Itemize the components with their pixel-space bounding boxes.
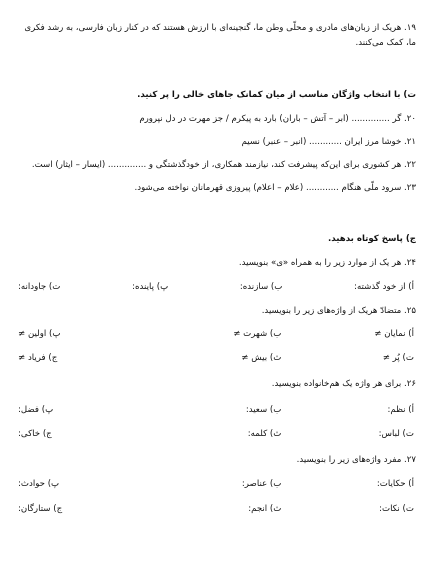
q25-item-a: أ) نمایان ≠ <box>374 329 414 339</box>
q27-item-j: ج) ستارگان: <box>18 504 63 514</box>
q26-item-b: ب) سعید: <box>245 405 282 415</box>
q22: ۲۲. هر کشوری برای این‌که پیشرفت کند، نیازمند همکاری، از خودگذشتگی و .............. (ایسار – ایثار) است. <box>31 160 416 170</box>
q27-item-p: پ) حوادث: <box>18 479 60 489</box>
q24-prompt: ۲۴. هر یک از موارد زیر را به همراه «ی» بنویسید. <box>238 258 416 268</box>
q21: ۲۱. خوشا مرز ایران ............ (انبر – عنبر) نسیم <box>241 137 416 147</box>
q27-item-t: ت) نکات: <box>379 504 414 514</box>
q25-item-p: پ) اولین ≠ <box>18 329 61 339</box>
q19-line2: ما، کمک می‌کنند. <box>355 38 416 48</box>
q27-item-th: ث) انجم: <box>248 504 282 514</box>
q27-item-a: أ) حکایات: <box>376 479 414 489</box>
q24-option-a: أ) از خود گذشته: <box>354 282 414 292</box>
q27-item-b: ب) عناصر: <box>241 479 282 489</box>
q26-row2 <box>18 428 414 441</box>
q25-row2 <box>18 352 414 365</box>
q24-option-b: ب) سازنده: <box>239 282 283 292</box>
section-j-heading: ج) پاسخ کوتاه بدهید. <box>328 234 416 244</box>
q26-item-th: ث) کلمه: <box>247 429 282 439</box>
q27-row1 <box>18 478 414 491</box>
q25-prompt: ۲۵. متضادّ هریک از واژه‌های زیر را بنویسید. <box>261 306 416 316</box>
q26-item-t: ت) لباس: <box>378 429 414 439</box>
q24-option-p: پ) پاینده: <box>132 282 169 292</box>
q20: ۲۰. گر .............. (ابر – آتش – باران) بارد به پیکرم / جز مهرت در دل نپرورم <box>139 114 416 124</box>
q26-item-p: پ) فضل: <box>18 405 54 415</box>
q23: ۲۳. سرود ملّی هنگام ............ (علام – اعلام) پیروزی قهرمانان نواخته می‌شود. <box>134 183 416 193</box>
q25-item-t: ت) پُر ≠ <box>382 353 414 363</box>
section-t-heading: ت) با انتخاب واژگان مناسب از میان کمانک جاهای خالی را پر کنید. <box>137 90 416 100</box>
q26-item-a: أ) نظم: <box>387 405 414 415</box>
q27-row2 <box>18 503 414 516</box>
q25-item-j: ج) فریاد ≠ <box>18 353 58 363</box>
q25-item-b: ب) شهرت ≠ <box>233 329 282 339</box>
q24-options <box>18 281 414 294</box>
q19-line1: ۱۹. هریک از زبان‌های مادری و محلّی وطن ما، گنجینه‌ای با ارزش هستند که در کنار زبان فارسی، به رشد فکری <box>24 23 416 33</box>
q25-row1 <box>18 328 414 341</box>
q27-prompt: ۲۷. مفرد واژه‌های زیر را بنویسید. <box>296 455 416 465</box>
q26-prompt: ۲۶. برای هر واژه یک هم‌خانواده بنویسید. <box>271 379 416 389</box>
q24-option-t: ت) جاودانه: <box>18 282 61 292</box>
q26-row1 <box>18 404 414 417</box>
q25-item-th: ث) بیش ≠ <box>241 353 282 363</box>
q26-item-j: ج) خاکی: <box>18 429 52 439</box>
